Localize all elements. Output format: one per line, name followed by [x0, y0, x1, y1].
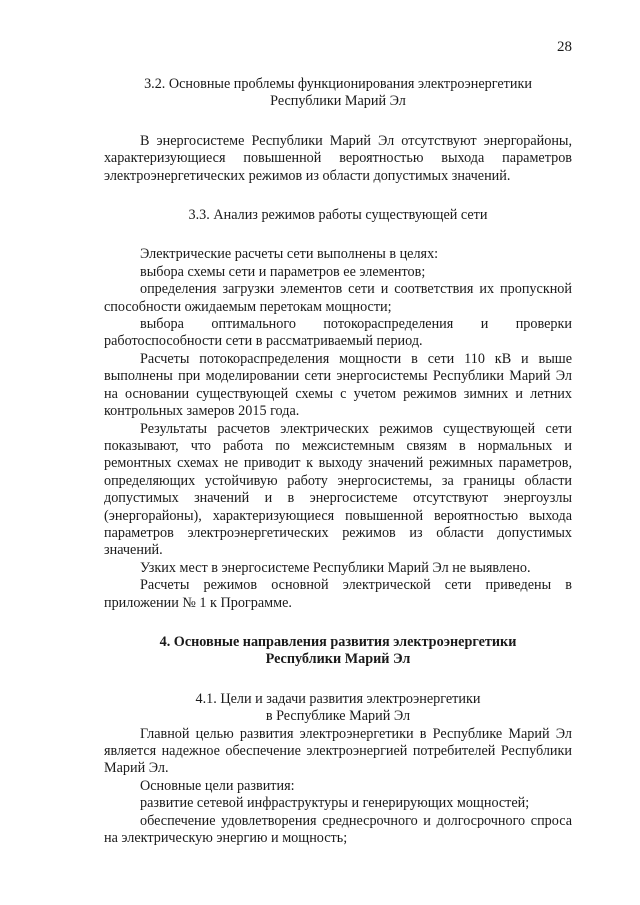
section-3-3-goal-1: выбора схемы сети и параметров ее элементов; [140, 263, 426, 280]
section-3-3-appendix-paragraph: Расчеты режимов основной электрической сети приведены в приложении № 1 к Программе. [104, 577, 572, 611]
section-4-heading [104, 634, 572, 669]
section-3-2-paragraph: В энергосистеме Республики Марий Эл отсутствуют энергорайоны, характеризующиеся повышенной вероятностью выхода параметров электроэнергетических режимов из области допустимых значений. [104, 132, 572, 184]
section-3-3-goal-2: определения загрузки элементов сети и соответствия их пропускной способности ожидаемым перетокам мощности; [104, 281, 572, 315]
section-3-2-heading-line1: 3.2. Основные проблемы функционирования электроэнергетики [144, 76, 532, 92]
section-4-heading-line1: 4. Основные направления развития электроэнергетики [159, 633, 517, 650]
section-3-2-heading-line2: Республики Марий Эл [270, 93, 406, 110]
section-3-3-intro: Электрические расчеты сети выполнены в целях: [140, 246, 439, 263]
section-4-1-goals-intro: Основные цели развития: [140, 777, 295, 794]
section-3-2-heading [104, 76, 572, 111]
page-number: 28 [557, 39, 572, 55]
section-4-1-heading-line2: в Республике Марий Эл [265, 708, 411, 725]
section-4-1-heading [104, 691, 572, 726]
section-4-1-goal-2: обеспечение удовлетворения среднесрочного и долгосрочного спроса на электрическую энергию и мощность; [104, 812, 572, 847]
section-4-1-main-goal-paragraph: Главной целью развития электроэнергетики в Республике Марий Эл является надежное обеспечение электроэнергией потребителей Республики Марий Эл. [104, 725, 572, 777]
section-3-3-heading: 3.3. Анализ режимов работы существующей сети [188, 207, 488, 224]
page-content [104, 76, 572, 847]
section-3-3-goal-3: выбора оптимального потокораспределения и проверки работоспособности сети в рассматриваемый период. [104, 316, 572, 350]
section-3-3-calc-paragraph: Расчеты потокораспределения мощности в сети 110 кВ и выше выполнены при моделировании сети энергосистемы Республики Марий Эл на основании существующей схемы с учетом режимов зимних и летних контрольных замеров 2015 года. [104, 350, 572, 420]
section-3-3-bottlenecks-paragraph: Узких мест в энергосистеме Республики Марий Эл не выявлено. [140, 559, 531, 576]
section-4-1-goal-1: развитие сетевой инфраструктуры и генерирующих мощностей; [140, 795, 530, 812]
section-4-1-heading-line1: 4.1. Цели и задачи развития электроэнергетики [195, 690, 481, 707]
section-3-3-results-paragraph: Результаты расчетов электрических режимов существующей сети показывают, что работа по межсистемным связям в нормальных и ремонтных схемах не приводит к выходу значений режимных параметров, определяющих устойчивую работу энергосистемы, за границы области допустимых значений и в энергосистеме отсутствуют энергоузлы (энергорайоны), характеризующиеся повышенной вероятностью выхода параметров электроэнергетических режимов из области допустимых значений. [104, 420, 572, 559]
section-4-heading-line2: Республики Марий Эл [265, 651, 411, 668]
